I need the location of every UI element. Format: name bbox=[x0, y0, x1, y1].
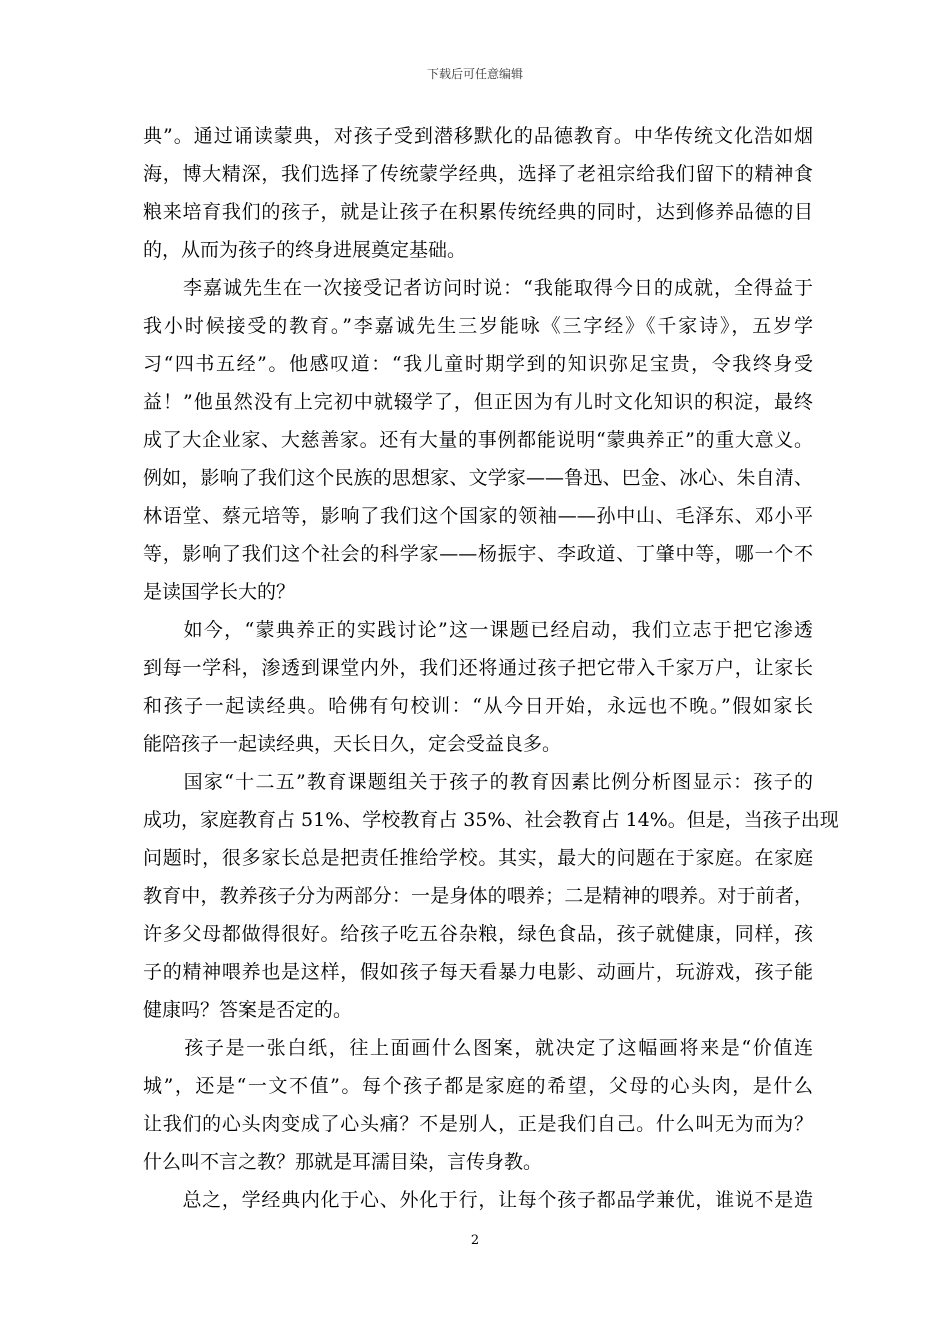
page-header: 下载后可任意编辑 bbox=[426, 67, 523, 81]
text-line: 的，从而为孩子的终身进展奠定基础。 bbox=[143, 239, 467, 261]
text-line: 到每一学科，渗透到课堂内外，我们还将通过孩子把它带入千家万户，让家长 bbox=[143, 657, 813, 679]
text-line: 典”。通过诵读蒙典，对孩子受到潜移默化的品德教育。中华传统文化浩如烟 bbox=[143, 125, 813, 147]
text-line: 健康吗？答案是否定的。 bbox=[143, 999, 353, 1021]
text-line: 孩子是一张白纸，往上面画什么图案，就决定了这幅画将来是“价值连 bbox=[143, 1037, 813, 1059]
text-line: 让我们的心头肉变成了心头痛？不是别人，正是我们自己。什么叫无为而为？ bbox=[143, 1113, 813, 1135]
text-line: 是读国学长大的？ bbox=[143, 581, 296, 603]
text-line: 城”，还是“一文不值”。每个孩子都是家庭的希望，父母的心头肉，是什么 bbox=[143, 1075, 813, 1097]
text-line: 子的精神喂养也是这样，假如孩子每天看暴力电影、动画片，玩游戏，孩子能 bbox=[143, 961, 813, 983]
text-line: 国家“十二五”教育课题组关于孩子的教育因素比例分析图显示：孩子的 bbox=[143, 771, 813, 793]
text-line: 粮来培育我们的孩子，就是让孩子在积累传统经典的同时，达到修养品德的目 bbox=[143, 201, 813, 223]
document-body bbox=[143, 117, 839, 1219]
text-line: 益！”他虽然没有上完初中就辍学了，但正因为有儿时文化知识的积淀，最终 bbox=[143, 391, 813, 413]
text-line: 问题时，很多家长总是把责任推给学校。其实，最大的问题在于家庭。在家庭 bbox=[143, 847, 813, 869]
text-line: 习“四书五经”。他感叹道：“我儿童时期学到的知识弥足宝贵，令我终身受 bbox=[143, 353, 813, 375]
text-line: 林语堂、蔡元培等，影响了我们这个国家的领袖——孙中山、毛泽东、邓小平 bbox=[143, 505, 813, 527]
text-line: 成了大企业家、大慈善家。还有大量的事例都能说明“蒙典养正”的重大意义。 bbox=[143, 429, 813, 451]
text-line: 如今，“蒙典养正的实践讨论”这一课题已经启动，我们立志于把它渗透 bbox=[143, 619, 813, 641]
text-line: 例如，影响了我们这个民族的思想家、文学家——鲁迅、巴金、冰心、朱自清、 bbox=[143, 467, 813, 489]
text-line: 总之，学经典内化于心、外化于行，让每个孩子都品学兼优，谁说不是造 bbox=[143, 1189, 813, 1211]
text-line: 等，影响了我们这个社会的科学家——杨振宇、李政道、丁肇中等，哪一个不 bbox=[143, 543, 813, 565]
text-line: 和孩子一起读经典。哈佛有句校训：“从今日开始，永远也不晚。”假如家长 bbox=[143, 695, 813, 717]
text-line: 海，博大精深，我们选择了传统蒙学经典，选择了老祖宗给我们留下的精神食 bbox=[143, 163, 813, 185]
text-line: 教育中，教养孩子分为两部分：一是身体的喂养；二是精神的喂养。对于前者， bbox=[143, 885, 813, 907]
text-line: 李嘉诚先生在一次接受记者访问时说：“我能取得今日的成就，全得益于 bbox=[143, 277, 813, 299]
text-line: 我小时候接受的教育。”李嘉诚先生三岁能咏《三字经》《千家诗》，五岁学 bbox=[143, 315, 813, 337]
text-line: 许多父母都做得很好。给孩子吃五谷杂粮，绿色食品，孩子就健康，同样，孩 bbox=[143, 923, 813, 945]
text-line: 什么叫不言之教？那就是耳濡目染，言传身教。 bbox=[143, 1151, 543, 1173]
text-line: 成功，家庭教育占 51%、学校教育占 35%、社会教育占 14%。但是，当孩子出现 bbox=[143, 809, 839, 831]
page-number: 2 bbox=[470, 1233, 480, 1248]
text-line: 能陪孩子一起读经典，天长日久，定会受益良多。 bbox=[143, 733, 562, 755]
